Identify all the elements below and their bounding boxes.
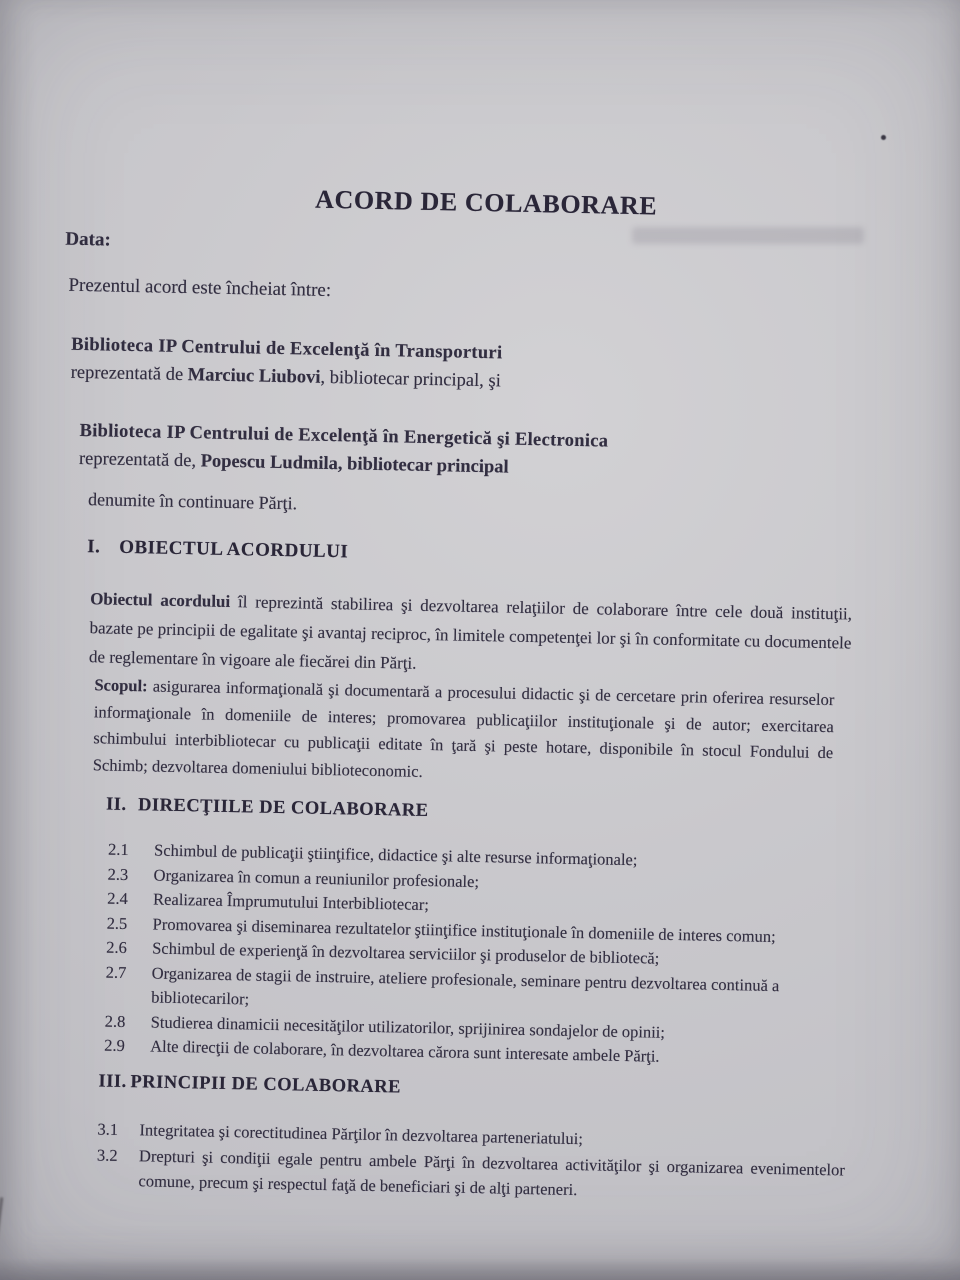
photo-bottom-shadow — [0, 1258, 960, 1280]
item-text: Integritatea şi corectitudinea Părţilor în dezvoltarea parteneriatului; — [139, 1120, 584, 1149]
section-2-heading — [106, 795, 429, 822]
item-number: 2.6 — [106, 937, 128, 957]
item-number: 2.1 — [107, 839, 129, 860]
item-text: Drepturi şi condiţii egale pentru ambele Părţi în dezvoltarea activităţilor şi organizarea evenimentelor comune, precum şi respectul faţă de beneficiari şi de alţi parteneri. — [138, 1145, 846, 1200]
scope-lead: Scopul: — [94, 675, 148, 696]
item-number: 3.2 — [96, 1144, 118, 1165]
scope-text: asigurarea informaţională şi documentară a procesului didactic şi de cercetare prin oferirea resurselor informaţionale în domeniile de interes; promovarea publicaţiilor instituţionale şi de autor; exercitarea schimbului interbibliotecar cu publicaţii editate în ţară şi peste hotare, disponibile în stocul Fondului de Schimb; dezvoltarea domeniului biblioteconomic. — [92, 676, 835, 781]
item-number: 2.3 — [107, 864, 129, 884]
item-number: 2.4 — [106, 888, 128, 909]
item-text: Schimbul de publicaţii ştiinţifice, didactice şi alte resurse informaţionale; — [153, 840, 638, 870]
party-1-name: Biblioteca IP Centrului de Excelenţă în Transporturi — [71, 334, 503, 364]
collaboration-principles-list — [96, 1116, 875, 1208]
intro-line: Prezentul acord este încheiat între: — [68, 274, 332, 301]
party-1-rep-prefix: reprezentată de — [70, 362, 188, 386]
item-number: 2.8 — [104, 1011, 126, 1031]
item-number: 2.5 — [106, 913, 128, 933]
party-2-name: Biblioteca IP Centrului de Excelenţă în Energetică şi Electronica — [79, 420, 609, 452]
item-number: 2.7 — [105, 962, 127, 982]
item-text: Promovarea şi diseminarea rezultatelor ştiinţifice instituţionale în domeniile de interes comun; — [152, 914, 776, 946]
section-2-title: DIRECŢIILE DE COLABORARE — [137, 795, 429, 822]
item-text: Realizarea Împrumutului Interbibliotecar; — [152, 889, 430, 915]
section-1-heading — [87, 536, 349, 563]
item-number: 3.1 — [97, 1119, 119, 1139]
objective-text: îl reprezintă stabilirea şi dezvoltarea relaţiilor de colaborare între cele două instituţii, bazate pe principii de egalitate şi avantaj reciproc, în limitele competenţei lor şi în conformitate cu documentele de reglementare în vigoare ale fiecărei din Părţi. — [88, 592, 853, 673]
item-text: Schimbul de experienţă în dezvoltarea serviciilor şi produselor de bibliotecă; — [151, 938, 660, 968]
party-2-rep-prefix: reprezentată de, — [78, 448, 201, 472]
party-2-block — [79, 417, 609, 484]
objective-lead: Obiectul acordului — [89, 589, 231, 612]
section-1-number: I. — [87, 536, 101, 558]
item-text: Studierea dinamicii necesităţilor utilizatorilor, sprijinirea sondajelor de opinii; — [150, 1011, 666, 1042]
section-1-title: OBIECTUL ACORDULUI — [119, 536, 349, 563]
parties-note: denumite în continuare Părţi. — [87, 489, 298, 514]
party-2-rep-suffix: bibliotecar principal — [342, 454, 509, 478]
party-1-rep-name: Marciuc Liubovi — [187, 365, 321, 388]
item-number: 2.9 — [104, 1035, 126, 1055]
section-3-number: III. — [98, 1071, 127, 1093]
party-2-rep-name: Popescu Ludmila, — [200, 451, 343, 475]
page-show-through-mark — [632, 227, 864, 244]
page-title: ACORD DE COLABORARE — [314, 184, 658, 221]
party-1-rep-suffix: , bibliotecar principal, şi — [320, 367, 502, 392]
objective-paragraph — [89, 584, 853, 686]
section-3-title: PRINCIPII DE COLABORARE — [130, 1072, 402, 1098]
item-text: Organizarea de stagii de instruire, ateliere profesionale, seminare pentru dezvoltarea continuă a bibliotecarilor; — [151, 963, 780, 1009]
item-text: Organizarea în comun a reuniunilor profesionale; — [153, 865, 480, 891]
ink-speck — [881, 135, 886, 140]
item-text: Alte direcţii de colaborare, în dezvoltarea cărora sunt interesate ambele Părţi. — [150, 1036, 660, 1066]
party-1-block — [70, 331, 502, 396]
scope-paragraph — [93, 672, 835, 793]
collaboration-directions-list — [104, 838, 880, 1074]
section-2-number: II. — [105, 794, 127, 815]
section-3-heading — [98, 1071, 401, 1098]
date-label: Data: — [65, 228, 111, 251]
